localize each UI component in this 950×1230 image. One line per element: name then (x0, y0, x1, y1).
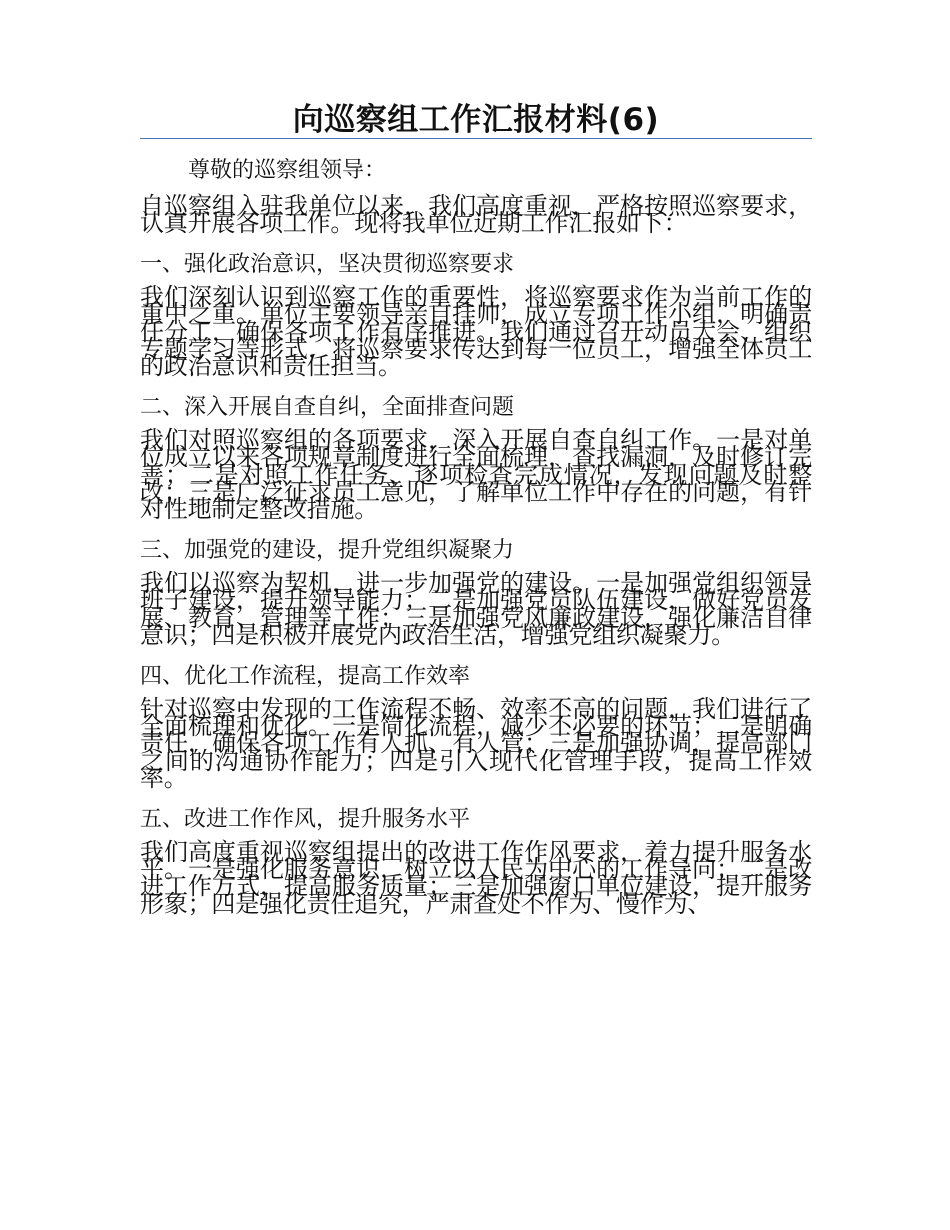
salutation: 尊敬的巡察组领导： (188, 158, 387, 183)
title-block (140, 100, 812, 140)
section-heading: 四、优化工作流程，提高工作效率 (140, 663, 471, 689)
document-title: 向巡察组工作汇报材料(6) (292, 102, 660, 138)
section-body: 针对巡察中发现的工作流程不畅、效率不高的问题，我们进行了全面梳理和优化。一是简化流程，减少不必要的环节；二是明确责任，确保各项工作有人抓、有人管；三是加强协调，提高部门之间的沟通协作能力；四是引入现代化管理手段，提高工作效率。 (140, 694, 812, 793)
section-body: 我们高度重视巡察组提出的改进工作作风要求，着力提升服务水平。一是强化服务意识，树立以人民为中心的工作导向；二是改进工作方式，提高服务质量；三是加强窗口单位建设，提升服务形象；四是强化责任追究，严肃查处不作为、慢作为、 (140, 837, 812, 918)
title-underline (140, 138, 812, 139)
section-heading: 二、深入开展自查自纠，全面排查问题 (140, 394, 515, 420)
section-body: 我们深刻认识到巡察工作的重要性，将巡察要求作为当前工作的重中之重。单位主要领导亲自挂帅，成立专项工作小组，明确责任分工，确保各项工作有序推进。我们通过召开动员大会、组织专题学习等形式，将巡察要求传达到每一位员工，增强全体员工的政治意识和责任担当。 (140, 282, 812, 381)
section-3 (140, 537, 812, 650)
intro-paragraph: 自巡察组入驻我单位以来，我们高度重视，严格按照巡察要求，认真开展各项工作。现将我单位近期工作汇报如下： (140, 192, 812, 238)
document-page (140, 100, 812, 918)
section-heading: 五、改进工作作风，提升服务水平 (140, 806, 471, 832)
section-body: 我们对照巡察组的各项要求，深入开展自查自纠工作。一是对单位成立以来各项规章制度进行全面梳理，查找漏洞，及时修订完善；二是对照工作任务，逐项检查完成情况，发现问题及时整改；三是广泛征求员工意见，了解单位工作中存在的问题，有针对性地制定整改措施。 (140, 425, 812, 524)
section-4 (140, 663, 812, 793)
section-heading: 三、加强党的建设，提升党组织凝聚力 (140, 537, 515, 563)
section-5 (140, 806, 812, 918)
section-body: 我们以巡察为契机，进一步加强党的建设。一是加强党组织领导班子建设，提升领导能力；二是加强党员队伍建设，做好党员发展、教育、管理等工作；三是加强党风廉政建设，强化廉洁自律意识；四是积极开展党内政治生活，增强党组织凝聚力。 (140, 568, 812, 650)
section-heading: 一、强化政治意识，坚决贯彻巡察要求 (140, 251, 515, 277)
section-1 (140, 251, 812, 381)
section-2 (140, 394, 812, 524)
